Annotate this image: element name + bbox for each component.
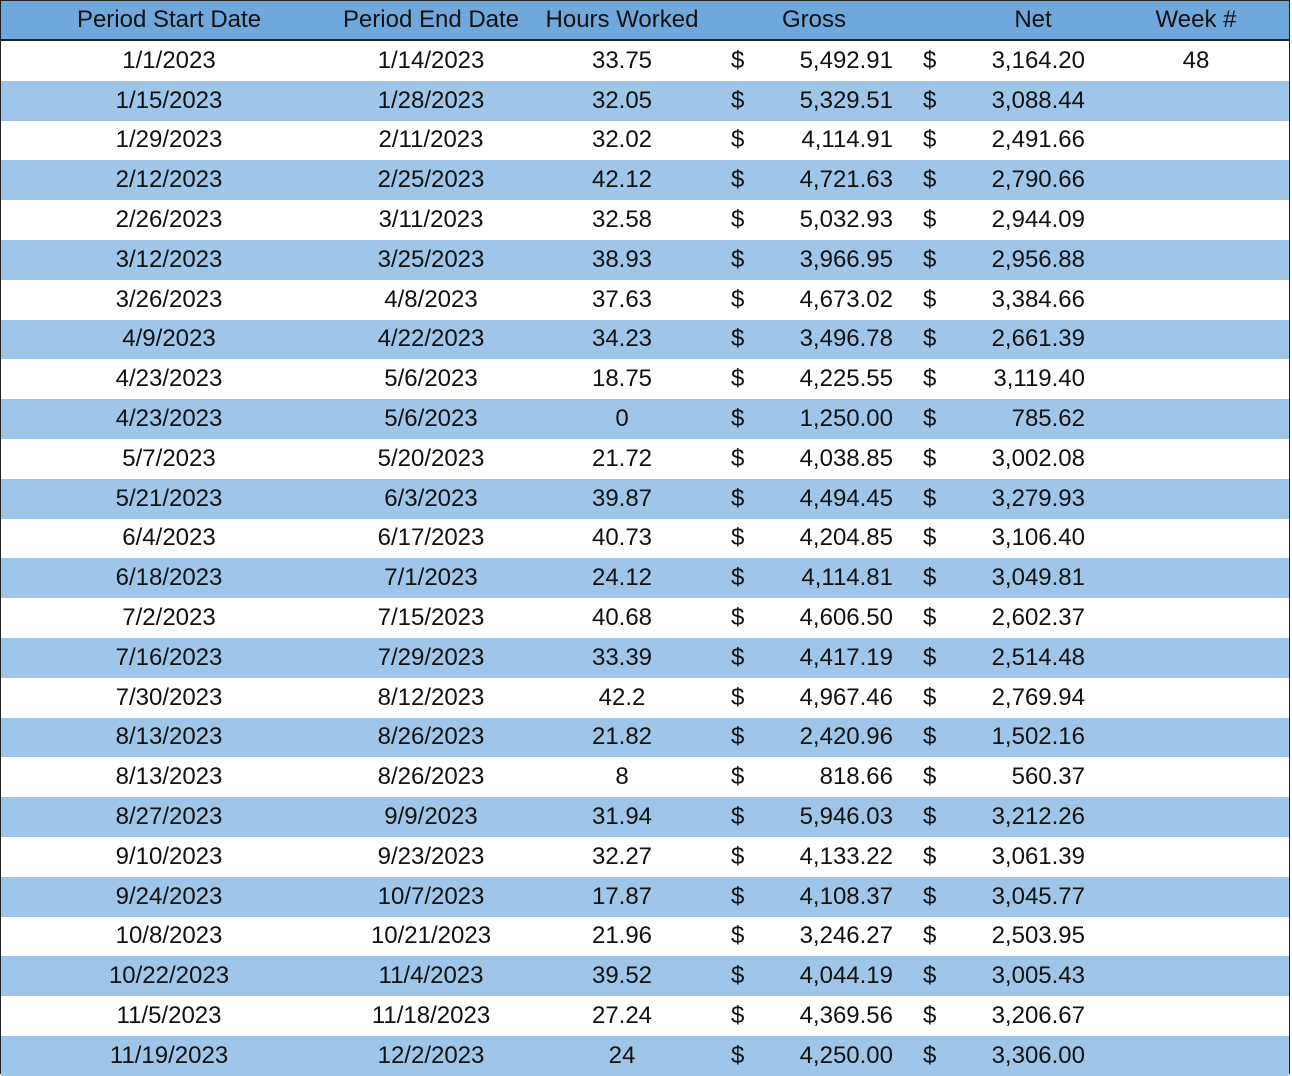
- cell-gross[interactable]: 4,369.56: [799, 1002, 893, 1030]
- cell-period-end[interactable]: 7/29/2023: [377, 643, 485, 671]
- cell-net[interactable]: 3,045.77: [991, 882, 1085, 910]
- table-row: [1, 519, 1289, 559]
- cell-period-end[interactable]: 2/11/2023: [378, 126, 484, 154]
- cell-hours-worked[interactable]: 39.52: [591, 962, 653, 990]
- cell-net[interactable]: 1,502.16: [991, 723, 1085, 751]
- cell-gross[interactable]: 4,494.45: [799, 484, 893, 512]
- cell-gross[interactable]: 4,204.85: [799, 524, 893, 552]
- cell-period-start[interactable]: 7/30/2023: [115, 683, 223, 711]
- cell-period-start[interactable]: 6/4/2023: [122, 524, 216, 552]
- cell-gross[interactable]: 4,606.50: [799, 604, 893, 632]
- cell-net[interactable]: 2,769.94: [991, 683, 1085, 711]
- cell-net[interactable]: 2,491.66: [991, 126, 1085, 154]
- cell-period-end[interactable]: 2/25/2023: [377, 166, 485, 194]
- cell-period-end[interactable]: 8/12/2023: [377, 683, 485, 711]
- cell-period-start[interactable]: 6/18/2023: [115, 564, 223, 592]
- cell-net-currency[interactable]: $: [923, 922, 937, 950]
- cell-gross-currency[interactable]: $: [731, 842, 745, 870]
- cell-period-end[interactable]: 4/8/2023: [384, 285, 478, 313]
- cell-gross-currency[interactable]: $: [731, 604, 745, 632]
- cell-period-end[interactable]: 7/1/2023: [384, 564, 478, 592]
- cell-hours-worked[interactable]: 21.72: [591, 444, 653, 472]
- cell-hours-worked[interactable]: 38.93: [591, 245, 653, 273]
- cell-net[interactable]: 3,279.93: [991, 484, 1085, 512]
- cell-hours-worked[interactable]: 32.58: [591, 206, 653, 234]
- cell-gross-currency[interactable]: $: [731, 962, 745, 990]
- cell-gross[interactable]: 5,032.93: [799, 206, 893, 234]
- cell-gross[interactable]: 4,967.46: [799, 683, 893, 711]
- cell-net-currency[interactable]: $: [923, 882, 937, 910]
- cell-period-end[interactable]: 9/9/2023: [384, 803, 478, 831]
- cell-period-start[interactable]: 11/19/2023: [109, 1041, 229, 1069]
- cell-period-start[interactable]: 4/23/2023: [115, 405, 223, 433]
- cell-net[interactable]: 3,106.40: [991, 524, 1085, 552]
- cell-net-currency[interactable]: $: [923, 1041, 937, 1069]
- cell-gross-currency[interactable]: $: [731, 285, 745, 313]
- cell-net-currency[interactable]: $: [923, 325, 937, 353]
- cell-gross-currency[interactable]: $: [731, 803, 745, 831]
- header-hours-worked[interactable]: Hours Worked: [545, 6, 699, 33]
- cell-period-end[interactable]: 10/7/2023: [377, 882, 485, 910]
- cell-hours-worked[interactable]: 24: [608, 1041, 636, 1069]
- cell-hours-worked[interactable]: 24.12: [591, 564, 653, 592]
- cell-period-start[interactable]: 8/13/2023: [115, 763, 223, 791]
- table-row: [1, 638, 1289, 678]
- cell-net-currency[interactable]: $: [923, 604, 937, 632]
- cell-period-start[interactable]: 9/24/2023: [115, 882, 223, 910]
- cell-week-number[interactable]: [1101, 121, 1291, 161]
- cell-gross-currency[interactable]: $: [731, 683, 745, 711]
- cell-net[interactable]: 785.62: [1011, 405, 1085, 433]
- cell-net[interactable]: 3,061.39: [991, 842, 1085, 870]
- header-week-number[interactable]: Week #: [1155, 6, 1237, 33]
- table-row: [1, 439, 1289, 479]
- cell-net-currency[interactable]: $: [923, 405, 937, 433]
- cell-hours-worked[interactable]: 21.82: [591, 723, 653, 751]
- table-row: [1, 121, 1289, 161]
- cell-gross[interactable]: 5,946.03: [799, 803, 893, 831]
- cell-net-currency[interactable]: $: [923, 245, 937, 273]
- cell-hours-worked[interactable]: 33.75: [591, 46, 653, 74]
- cell-net[interactable]: 2,503.95: [991, 922, 1085, 950]
- cell-period-end[interactable]: 5/20/2023: [377, 444, 485, 472]
- cell-hours-worked[interactable]: 32.02: [591, 126, 653, 154]
- cell-gross-currency[interactable]: $: [731, 245, 745, 273]
- cell-week-number[interactable]: 48: [1182, 46, 1210, 74]
- cell-period-start[interactable]: 1/29/2023: [115, 126, 223, 154]
- cell-period-start[interactable]: 8/13/2023: [115, 723, 223, 751]
- cell-week-number[interactable]: [1101, 479, 1291, 519]
- cell-gross[interactable]: 4,038.85: [799, 444, 893, 472]
- cell-gross-currency[interactable]: $: [731, 882, 745, 910]
- header-net[interactable]: Net: [1014, 6, 1052, 33]
- cell-week-number[interactable]: [1101, 877, 1291, 917]
- table-row: [1, 598, 1289, 638]
- cell-net-currency[interactable]: $: [923, 444, 937, 472]
- table-row: [1, 81, 1289, 121]
- cell-week-number[interactable]: [1101, 81, 1291, 121]
- cell-gross-currency[interactable]: $: [731, 524, 745, 552]
- cell-gross[interactable]: 2,420.96: [799, 723, 893, 751]
- cell-net-currency[interactable]: $: [923, 166, 937, 194]
- cell-gross-currency[interactable]: $: [731, 325, 745, 353]
- cell-period-start[interactable]: 5/21/2023: [115, 484, 223, 512]
- cell-gross-currency[interactable]: $: [731, 365, 745, 393]
- cell-hours-worked[interactable]: 8: [615, 763, 629, 791]
- cell-gross[interactable]: 3,496.78: [799, 325, 893, 353]
- cell-period-start[interactable]: 5/7/2023: [122, 444, 216, 472]
- cell-gross[interactable]: 5,492.91: [799, 46, 893, 74]
- cell-net[interactable]: 2,944.09: [991, 206, 1085, 234]
- table-row: [1, 678, 1289, 718]
- cell-period-end[interactable]: 5/6/2023: [384, 405, 478, 433]
- cell-week-number[interactable]: [1101, 956, 1291, 996]
- cell-net-currency[interactable]: $: [923, 484, 937, 512]
- cell-net[interactable]: 2,602.37: [991, 604, 1085, 632]
- cell-net-currency[interactable]: $: [923, 285, 937, 313]
- cell-net-currency[interactable]: $: [923, 206, 937, 234]
- table-row: [1, 917, 1289, 957]
- cell-gross-currency[interactable]: $: [731, 484, 745, 512]
- cell-net[interactable]: 3,164.20: [991, 46, 1085, 74]
- table-row: [1, 718, 1289, 758]
- cell-net[interactable]: 3,206.67: [991, 1002, 1085, 1030]
- cell-hours-worked[interactable]: 27.24: [591, 1002, 653, 1030]
- cell-period-end[interactable]: 8/26/2023: [377, 723, 485, 751]
- cell-period-end[interactable]: 10/21/2023: [370, 922, 492, 950]
- cell-hours-worked[interactable]: 31.94: [591, 803, 653, 831]
- cell-week-number[interactable]: [1101, 837, 1291, 877]
- cell-period-start[interactable]: 2/12/2023: [115, 166, 223, 194]
- cell-hours-worked[interactable]: 40.73: [591, 524, 653, 552]
- table-row: [1, 320, 1289, 360]
- cell-hours-worked[interactable]: 18.75: [591, 365, 653, 393]
- cell-period-end[interactable]: 12/2/2023: [377, 1041, 485, 1069]
- cell-period-start[interactable]: 11/5/2023: [116, 1002, 222, 1030]
- cell-gross-currency[interactable]: $: [731, 444, 745, 472]
- cell-net-currency[interactable]: $: [923, 365, 937, 393]
- cell-period-end[interactable]: 11/4/2023: [378, 962, 484, 990]
- table-row: [1, 877, 1289, 917]
- cell-week-number[interactable]: [1101, 439, 1291, 479]
- cell-net[interactable]: 3,005.43: [991, 962, 1085, 990]
- cell-week-number[interactable]: [1101, 359, 1291, 399]
- cell-period-end[interactable]: 1/28/2023: [377, 86, 485, 114]
- cell-net[interactable]: 2,661.39: [991, 325, 1085, 353]
- table-row: [1, 1036, 1289, 1076]
- cell-period-end[interactable]: 7/15/2023: [377, 604, 485, 632]
- header-period-end-date[interactable]: Period End Date: [342, 6, 520, 33]
- cell-period-end[interactable]: 3/25/2023: [377, 245, 485, 273]
- cell-gross[interactable]: 4,417.19: [799, 643, 893, 671]
- cell-hours-worked[interactable]: 17.87: [591, 882, 653, 910]
- cell-hours-worked[interactable]: 32.05: [591, 86, 653, 114]
- cell-period-end[interactable]: 3/11/2023: [378, 206, 484, 234]
- cell-gross[interactable]: 4,250.00: [799, 1041, 893, 1069]
- cell-period-start[interactable]: 1/1/2023: [122, 46, 216, 74]
- cell-hours-worked[interactable]: 33.39: [591, 643, 653, 671]
- cell-week-number[interactable]: [1101, 558, 1291, 598]
- cell-net-currency[interactable]: $: [923, 564, 937, 592]
- cell-period-end[interactable]: 1/14/2023: [377, 46, 485, 74]
- table-row: [1, 479, 1289, 519]
- cell-gross-currency[interactable]: $: [731, 86, 745, 114]
- cell-net[interactable]: 3,002.08: [991, 444, 1085, 472]
- table-row: [1, 200, 1289, 240]
- cell-week-number[interactable]: [1101, 519, 1291, 559]
- cell-gross-currency[interactable]: $: [731, 763, 745, 791]
- table-row: [1, 797, 1289, 837]
- cell-hours-worked[interactable]: 42.2: [598, 683, 646, 711]
- cell-net-currency[interactable]: $: [923, 962, 937, 990]
- cell-period-end[interactable]: 8/26/2023: [377, 763, 485, 791]
- cell-period-start[interactable]: 1/15/2023: [115, 86, 223, 114]
- cell-period-end[interactable]: 4/22/2023: [377, 325, 485, 353]
- cell-gross[interactable]: 4,133.22: [799, 842, 893, 870]
- cell-hours-worked[interactable]: 21.96: [591, 922, 653, 950]
- cell-hours-worked[interactable]: 32.27: [591, 842, 653, 870]
- cell-gross[interactable]: 4,114.81: [801, 564, 893, 592]
- cell-period-end[interactable]: 9/23/2023: [377, 842, 485, 870]
- cell-period-start[interactable]: 4/23/2023: [115, 365, 223, 393]
- cell-period-start[interactable]: 3/12/2023: [115, 245, 223, 273]
- table-row: [1, 41, 1289, 81]
- cell-period-start[interactable]: 9/10/2023: [115, 842, 223, 870]
- cell-gross[interactable]: 4,721.63: [799, 166, 893, 194]
- cell-gross-currency[interactable]: $: [731, 1002, 745, 1030]
- table-row: [1, 757, 1289, 797]
- cell-net[interactable]: 560.37: [1011, 763, 1085, 791]
- cell-gross[interactable]: 1,250.00: [799, 405, 893, 433]
- cell-net-currency[interactable]: $: [923, 683, 937, 711]
- table-row: [1, 996, 1289, 1036]
- cell-period-start[interactable]: 2/26/2023: [115, 206, 223, 234]
- cell-net-currency[interactable]: $: [923, 524, 937, 552]
- cell-period-end[interactable]: 5/6/2023: [384, 365, 478, 393]
- cell-week-number[interactable]: [1101, 598, 1291, 638]
- cell-week-number[interactable]: [1101, 200, 1291, 240]
- cell-gross[interactable]: 4,114.91: [801, 126, 893, 154]
- cell-net[interactable]: 3,212.26: [991, 803, 1085, 831]
- cell-week-number[interactable]: [1101, 160, 1291, 200]
- cell-week-number[interactable]: [1101, 638, 1291, 678]
- cell-week-number[interactable]: [1101, 917, 1291, 957]
- table-row: [1, 240, 1289, 280]
- cell-net-currency[interactable]: $: [923, 763, 937, 791]
- cell-gross[interactable]: 4,225.55: [799, 365, 893, 393]
- table-row: [1, 280, 1289, 320]
- cell-period-end[interactable]: 11/18/2023: [371, 1002, 491, 1030]
- cell-gross[interactable]: 3,246.27: [799, 922, 893, 950]
- cell-net-currency[interactable]: $: [923, 842, 937, 870]
- cell-gross-currency[interactable]: $: [731, 922, 745, 950]
- cell-gross-currency[interactable]: $: [731, 723, 745, 751]
- cell-period-start[interactable]: 8/27/2023: [115, 803, 223, 831]
- cell-period-start[interactable]: 3/26/2023: [115, 285, 223, 313]
- cell-net[interactable]: 2,514.48: [991, 643, 1085, 671]
- cell-net[interactable]: 3,088.44: [991, 86, 1085, 114]
- cell-period-start[interactable]: 10/22/2023: [108, 962, 230, 990]
- cell-net[interactable]: 3,306.00: [991, 1041, 1085, 1069]
- cell-period-start[interactable]: 4/9/2023: [122, 325, 216, 353]
- cell-gross-currency[interactable]: $: [731, 643, 745, 671]
- cell-week-number[interactable]: [1101, 797, 1291, 837]
- cell-week-number[interactable]: [1101, 718, 1291, 758]
- cell-net-currency[interactable]: $: [923, 803, 937, 831]
- cell-net-currency[interactable]: $: [923, 126, 937, 154]
- cell-gross[interactable]: 4,044.19: [799, 962, 893, 990]
- table-row: [1, 837, 1289, 877]
- cell-week-number[interactable]: [1101, 320, 1291, 360]
- cell-week-number[interactable]: [1101, 996, 1291, 1036]
- table-row: [1, 558, 1289, 598]
- cell-period-start[interactable]: 10/8/2023: [115, 922, 223, 950]
- cell-week-number[interactable]: [1101, 757, 1291, 797]
- cell-hours-worked[interactable]: 40.68: [591, 604, 653, 632]
- cell-net[interactable]: 3,049.81: [991, 564, 1085, 592]
- cell-hours-worked[interactable]: 0: [615, 405, 629, 433]
- cell-net-currency[interactable]: $: [923, 86, 937, 114]
- cell-gross-currency[interactable]: $: [731, 564, 745, 592]
- cell-gross[interactable]: 3,966.95: [799, 245, 893, 273]
- cell-week-number[interactable]: [1101, 280, 1291, 320]
- cell-period-start[interactable]: 7/2/2023: [122, 604, 216, 632]
- table-row: [1, 160, 1289, 200]
- cell-hours-worked[interactable]: 42.12: [591, 166, 653, 194]
- cell-week-number[interactable]: [1101, 399, 1291, 439]
- cell-net-currency[interactable]: $: [923, 1002, 937, 1030]
- cell-gross-currency[interactable]: $: [731, 166, 745, 194]
- header-gross[interactable]: Gross: [781, 6, 846, 33]
- cell-gross-currency[interactable]: $: [731, 126, 745, 154]
- cell-net[interactable]: 2,790.66: [991, 166, 1085, 194]
- cell-hours-worked[interactable]: 37.63: [591, 285, 653, 313]
- cell-period-end[interactable]: 6/17/2023: [377, 524, 485, 552]
- table-row: [1, 399, 1289, 439]
- header-period-start-date[interactable]: Period Start Date: [76, 6, 262, 33]
- cell-net[interactable]: 3,119.40: [993, 365, 1085, 393]
- cell-gross[interactable]: 4,108.37: [799, 882, 893, 910]
- cell-hours-worked[interactable]: 34.23: [591, 325, 653, 353]
- cell-gross[interactable]: 5,329.51: [799, 86, 893, 114]
- cell-net-currency[interactable]: $: [923, 46, 937, 74]
- cell-week-number[interactable]: [1101, 678, 1291, 718]
- cell-net[interactable]: 2,956.88: [991, 245, 1085, 273]
- cell-net[interactable]: 3,384.66: [991, 285, 1085, 313]
- cell-net-currency[interactable]: $: [923, 723, 937, 751]
- table-row: [1, 359, 1289, 399]
- cell-gross[interactable]: 818.66: [819, 763, 893, 791]
- cell-gross-currency[interactable]: $: [731, 46, 745, 74]
- cell-week-number[interactable]: [1101, 240, 1291, 280]
- cell-gross[interactable]: 4,673.02: [799, 285, 893, 313]
- cell-net-currency[interactable]: $: [923, 643, 937, 671]
- cell-period-start[interactable]: 7/16/2023: [115, 643, 223, 671]
- cell-gross-currency[interactable]: $: [731, 405, 745, 433]
- cell-week-number[interactable]: [1101, 1036, 1291, 1076]
- cell-hours-worked[interactable]: 39.87: [591, 484, 653, 512]
- cell-gross-currency[interactable]: $: [731, 1041, 745, 1069]
- cell-gross-currency[interactable]: $: [731, 206, 745, 234]
- table-row: [1, 956, 1289, 996]
- cell-period-end[interactable]: 6/3/2023: [384, 484, 478, 512]
- table-header-row: [1, 1, 1289, 41]
